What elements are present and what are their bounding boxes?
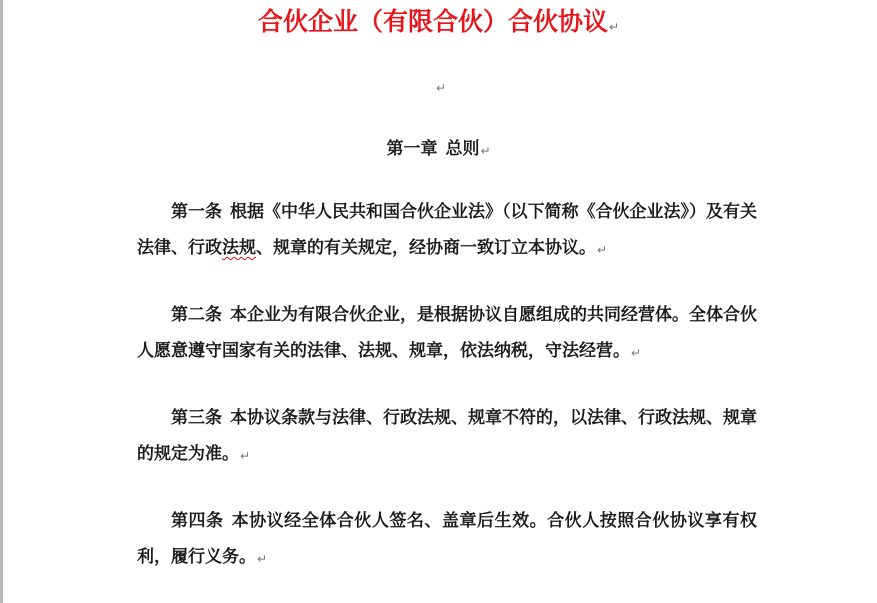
article-text: 本协议经全体合伙人签名、盖章后生效。合伙人按照合伙协议享有权利，履行义务。 [137, 511, 757, 567]
article-text: 本协议条款与法律、行政法规、规章不符的，以法律、行政法规、规章的规定为准。 [137, 408, 757, 464]
empty-paragraph-mark-icon: ↵ [436, 81, 447, 95]
chapter-name: 总则 [445, 139, 480, 159]
paragraph-mark-icon: ↵ [257, 552, 268, 566]
spelling-flagged-text: 法规 [222, 238, 256, 258]
paragraph-mark-icon: ↵ [480, 144, 491, 158]
paragraph-mark-icon: ↵ [608, 20, 620, 34]
article-text: 根据《中华人民共和国合伙企业法》（以下简称《合伙企业法》）及有关法律、行政 [137, 202, 757, 258]
page-left-border [0, 0, 3, 603]
article-number: 第二条 [171, 305, 222, 325]
chapter-number: 第一章 [386, 139, 438, 159]
article-3 [137, 400, 757, 474]
article-2 [137, 297, 757, 371]
paragraph-mark-icon: ↵ [597, 243, 608, 257]
article-text: 本企业为有限合伙企业，是根据协议自愿组成的共同经营体。全体合伙人愿意遵守国家有关的法律、法规、规章，依法纳税，守法经营。 [137, 305, 757, 361]
article-text: 、规章的有关规定，经协商一致订立本协议。 [256, 238, 596, 258]
chapter-heading [0, 136, 877, 164]
paragraph-mark-icon: ↵ [631, 346, 642, 360]
document-title-text: 合伙企业（有限合伙）合伙协议 [257, 7, 608, 36]
document-title [0, 4, 877, 45]
article-number: 第四条 [171, 511, 224, 531]
article-number: 第一条 [171, 202, 222, 222]
article-4 [137, 503, 757, 577]
paragraph-mark-icon: ↵ [240, 449, 251, 463]
article-1 [137, 194, 757, 268]
article-number: 第三条 [171, 408, 222, 428]
